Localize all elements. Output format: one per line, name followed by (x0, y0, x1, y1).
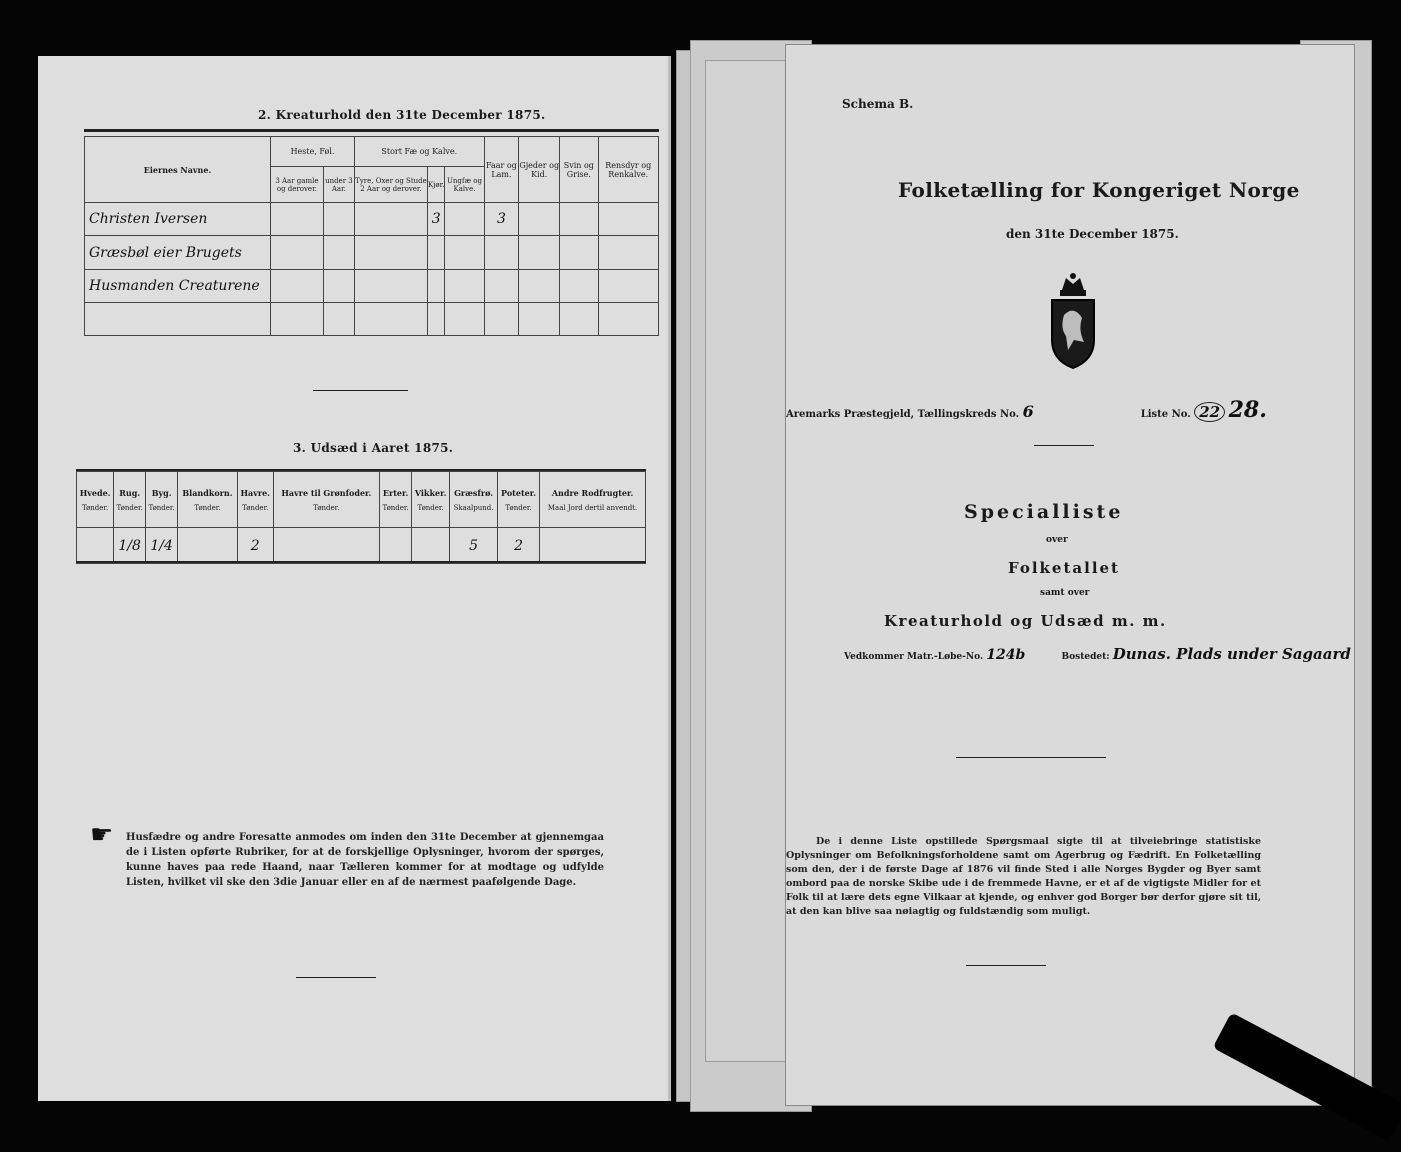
seed-header-cell (146, 472, 178, 528)
table-row (85, 236, 659, 269)
census-title: Folketælling for Kongeriget Norge (898, 178, 1300, 202)
seed-value-row (77, 528, 646, 564)
info-paragraph: De i denne Liste opstillede Spørgsmaal sigte til at tilveiebringe statistiske Oplysninger om Befolkningsforholdene samt om Agerbrug og Fædrift. En Folketælling som den, der i de første Dage af 1876 vil finde Sted i alle Norges Bygder og Byer samt ombord paa de norske Skibe ude i de fremmede Havne, er et af de vigtigste Midler for et Folk til at lære dets egne Vilkaar at kjende, og enhver god Borger bør derfor gjøre sit til, at den kan blive saa nøiagtig og fuldstændig som muligt. (786, 836, 1261, 917)
cattle-header: Stort Fæ og Kalve. (355, 137, 485, 167)
over-1: over (1046, 535, 1068, 545)
seed-header-cell (380, 472, 412, 528)
seed-value-cell (540, 528, 646, 564)
seed-value-cell: 5 (450, 528, 498, 564)
seed-table (76, 471, 646, 564)
folketallet-title: Folketallet (1008, 559, 1120, 577)
seed-header-name: Havre til Grønfoder. (281, 487, 372, 498)
pigs-header: Svin og Grise. (560, 137, 598, 203)
title-divider (1034, 445, 1094, 446)
section-divider (313, 390, 408, 391)
table-row (85, 269, 659, 302)
parish-number: 6 (1022, 402, 1034, 421)
liste-number-new: 28. (1228, 397, 1267, 423)
seed-header-unit: Tønder. (505, 503, 532, 512)
seed-value-cell: 1/8 (114, 528, 146, 564)
census-date: den 31te December 1875. (1006, 227, 1179, 241)
seed-header-unit: Tønder. (382, 503, 409, 512)
seed-value-cell (380, 528, 412, 564)
owner-cell: Græsbøl eier Brugets (85, 236, 271, 269)
liste-label: Liste No. (1140, 409, 1191, 420)
goats-header: Gjeder og Kid. (519, 137, 560, 203)
parish-label: Aremarks Præstegjeld, Tællingskreds No. (786, 409, 1020, 420)
seed-header-cell (237, 472, 273, 528)
bosted-label: Bostedet: (1061, 652, 1110, 662)
bottom-divider (296, 977, 376, 978)
cattle-sub1: Tyre, Oxer og Stude 2 Aar og derover. (355, 167, 428, 203)
seed-header-name: Græsfrø. (454, 487, 494, 498)
horses-sub2: under 3 Aar. (323, 167, 354, 203)
seed-header-cell (497, 472, 539, 528)
cattle-sub2: Kjør. (427, 167, 444, 203)
seed-header-name: Erter. (382, 487, 409, 498)
schema-label: Schema B. (842, 97, 914, 111)
seed-header-row (77, 472, 646, 528)
seed-header-cell (178, 472, 238, 528)
seed-header-cell (77, 472, 114, 528)
seed-value-cell: 1/4 (146, 528, 178, 564)
section3-rule-bottom (76, 561, 646, 563)
table-row (85, 302, 659, 335)
seed-header-cell (540, 472, 646, 528)
liste-number-old: 22 (1194, 402, 1225, 422)
seed-header-name: Blandkorn. (182, 487, 233, 498)
seed-header-unit: Tønder. (313, 503, 340, 512)
middle-divider (956, 757, 1106, 758)
owner-cell: Husmanden Creaturene (85, 269, 271, 302)
seed-header-cell (114, 472, 146, 528)
seed-header-unit: Tønder. (148, 503, 175, 512)
sheep-header: Faar og Lam. (484, 137, 519, 203)
seed-header-unit: Tønder. (242, 503, 269, 512)
seed-header-unit: Tønder. (194, 503, 221, 512)
footnote: Husfædre og andre Foresatte anmodes om inden den 31te December at gjennemgaa de i Listen opførte Rubriker, for at de forskjellige Oplysninger, hvorom der spørges, kunne haves paa rede Haand, naar Tælleren kommer for at modtage og udfylde Listen, hvilket vil ske den 3die Januar eller en af de nærmest paafølgende Dage. (126, 832, 604, 888)
section2-title: 2. Kreaturhold den 31te December 1875. (258, 108, 546, 122)
matr-label: Vedkommer Matr.-Løbe-No. (844, 652, 984, 662)
seed-header-unit: Tønder. (417, 503, 444, 512)
seed-header-name: Havre. (240, 487, 270, 498)
end-divider (966, 965, 1046, 966)
seed-header-unit: Tønder. (81, 503, 109, 512)
norway-coat-of-arms-icon (1044, 270, 1102, 374)
seed-value-cell (412, 528, 450, 564)
seed-value-cell: 2 (237, 528, 273, 564)
kjor-cell: 3 (427, 203, 444, 236)
owner-cell: Christen Iversen (85, 203, 271, 236)
seed-header-cell (450, 472, 498, 528)
bosted-value: Dunas. Plads under Sagaard (1112, 645, 1351, 663)
sheep-cell: 3 (484, 203, 519, 236)
kreaturhold-title: Kreaturhold og Udsæd m. m. (884, 612, 1167, 630)
matr-number: 124b (986, 647, 1026, 663)
seed-value-cell (178, 528, 238, 564)
left-page (38, 56, 671, 1101)
matrikkel-line (844, 645, 1351, 663)
samt-over: samt over (1040, 588, 1090, 598)
seed-header-name: Vikker. (414, 487, 447, 498)
owner-cell (85, 302, 271, 335)
seed-header-name: Byg. (151, 487, 172, 498)
seed-value-cell (273, 528, 380, 564)
seed-header-name: Poteter. (501, 487, 537, 498)
section3-title: 3. Udsæd i Aaret 1875. (293, 441, 454, 455)
seed-header-name: Hvede. (79, 487, 111, 498)
cattle-sub3: Ungfæ og Kalve. (445, 167, 484, 203)
specialliste-title: Specialliste (964, 501, 1124, 523)
table-row (85, 203, 659, 236)
livestock-table (84, 136, 659, 336)
horses-header: Heste, Føl. (271, 137, 355, 167)
seed-header-cell (412, 472, 450, 528)
seed-header-cell (273, 472, 380, 528)
pointing-hand-icon: ☛ (90, 820, 114, 850)
section2-rule-top (84, 129, 659, 132)
right-page (785, 44, 1355, 1106)
seed-header-name: Andre Rodfrugter. (551, 487, 634, 498)
seed-header-name: Rug. (119, 487, 141, 498)
parish-line (786, 397, 1267, 423)
seed-header-unit: Maal Jord dertil anvendt. (547, 503, 638, 512)
owner-header: Eiernes Navne. (85, 137, 271, 203)
seed-value-cell: 2 (497, 528, 539, 564)
reindeer-header: Rensdyr og Renkalve. (598, 137, 659, 203)
seed-value-cell (77, 528, 114, 564)
horses-sub1: 3 Aar gamle og derover. (271, 167, 324, 203)
seed-header-unit: Tønder. (116, 503, 143, 512)
seed-header-unit: Skaalpund. (453, 503, 494, 512)
